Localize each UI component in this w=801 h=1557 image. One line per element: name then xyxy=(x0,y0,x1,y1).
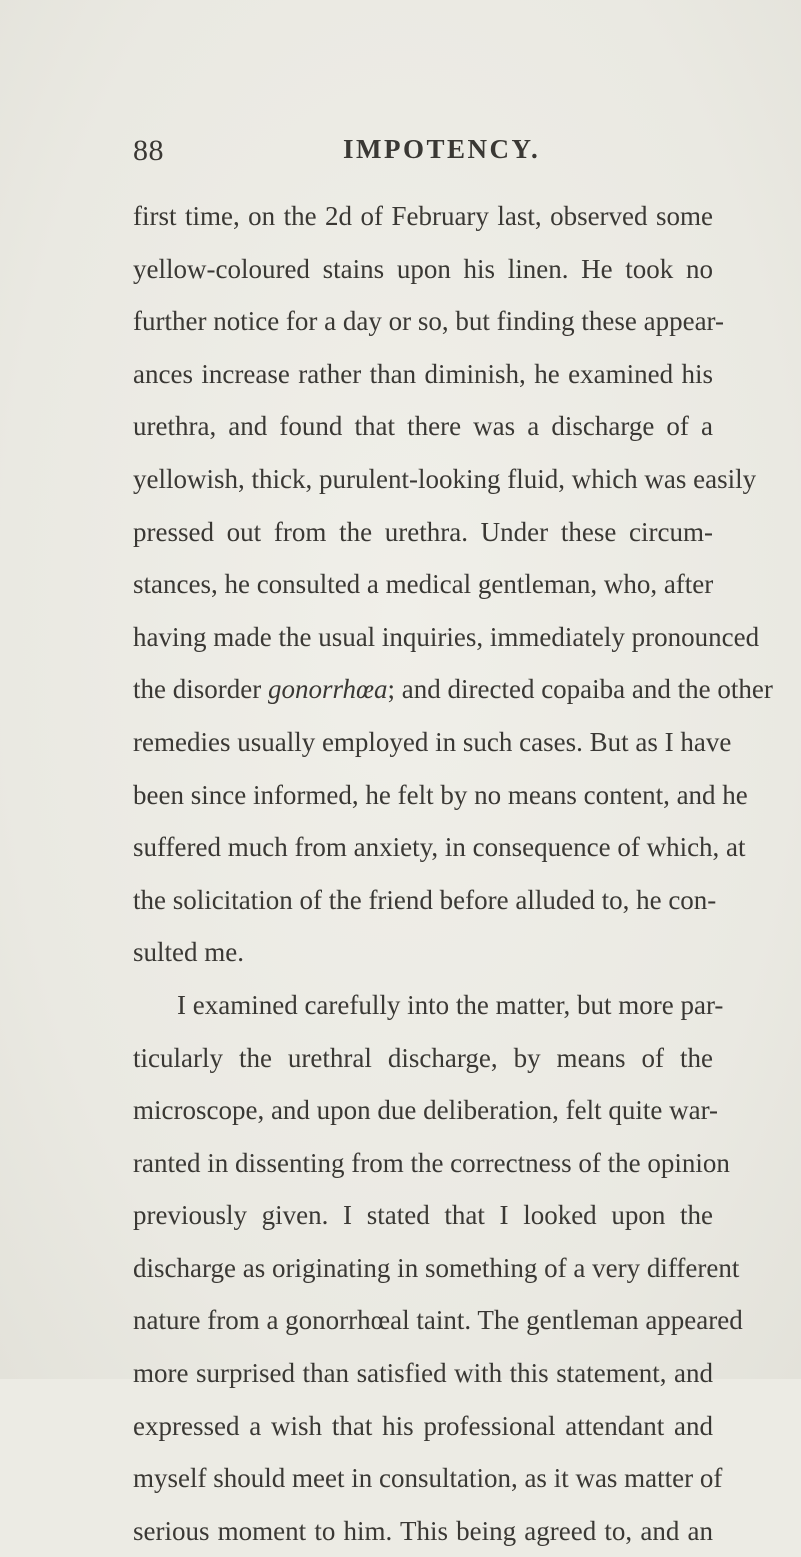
text-line: suffered much from anxiety, in consequence of which, at xyxy=(133,832,746,863)
text-line: serious moment to him. This being agreed to, and an xyxy=(133,1515,713,1546)
italic-term: gonorrhœa xyxy=(267,674,388,705)
page-number: 88 xyxy=(133,134,164,167)
running-title: IMPOTENCY. xyxy=(343,134,541,164)
text-line: yellowish, thick, purulent-looking fluid, which was easily xyxy=(133,463,757,494)
text-line: sulted me. xyxy=(133,937,244,968)
text-line: ranted in dissenting from the correctness of the opinion xyxy=(133,1147,730,1178)
text-line: stances, he consulted a medical gentleman, who, after xyxy=(133,569,714,600)
text-run: the disorder xyxy=(133,674,268,705)
text-line: urethra, and found that there was a discharge of a xyxy=(133,411,713,442)
text-line: previously given. I stated that I looked upon the xyxy=(133,1200,713,1231)
body-text xyxy=(133,190,773,1557)
text-line: ticularly the urethral discharge, by means of the xyxy=(133,1042,713,1073)
text-line: first time, on the 2d of February last, observed some xyxy=(133,201,713,231)
text-line: expressed a wish that his professional attendant and xyxy=(133,1410,713,1441)
text-line: having made the usual inquiries, immediately pronounced xyxy=(133,621,760,652)
text-run: ; and directed copaiba and the other xyxy=(387,674,773,705)
text-line: nature from a gonorrhœal taint. The gentleman appeared xyxy=(133,1305,743,1336)
text-line xyxy=(133,663,773,716)
text-line: pressed out from the urethra. Under these circum- xyxy=(133,516,713,547)
text-line: ances increase rather than diminish, he examined his xyxy=(133,358,713,389)
text-line: further notice for a day or so, but finding these appear- xyxy=(133,306,724,337)
text-line: I examined carefully into the matter, but more par- xyxy=(177,989,724,1020)
text-line: yellow-coloured stains upon his linen. He took no xyxy=(133,253,713,284)
text-line: microscope, and upon due deliberation, felt quite war- xyxy=(133,1095,719,1126)
text-line: more surprised than satisfied with this statement, and xyxy=(133,1358,713,1389)
running-head xyxy=(133,134,745,174)
text-line: myself should meet in consultation, as it was matter of xyxy=(133,1463,723,1494)
text-line: been since informed, he felt by no means content, and he xyxy=(133,779,748,810)
text-line: remedies usually employed in such cases. But as I have xyxy=(133,726,732,757)
text-line: the solicitation of the friend before alluded to, he con- xyxy=(133,884,717,915)
text-line: discharge as originating in something of a very different xyxy=(133,1252,740,1283)
